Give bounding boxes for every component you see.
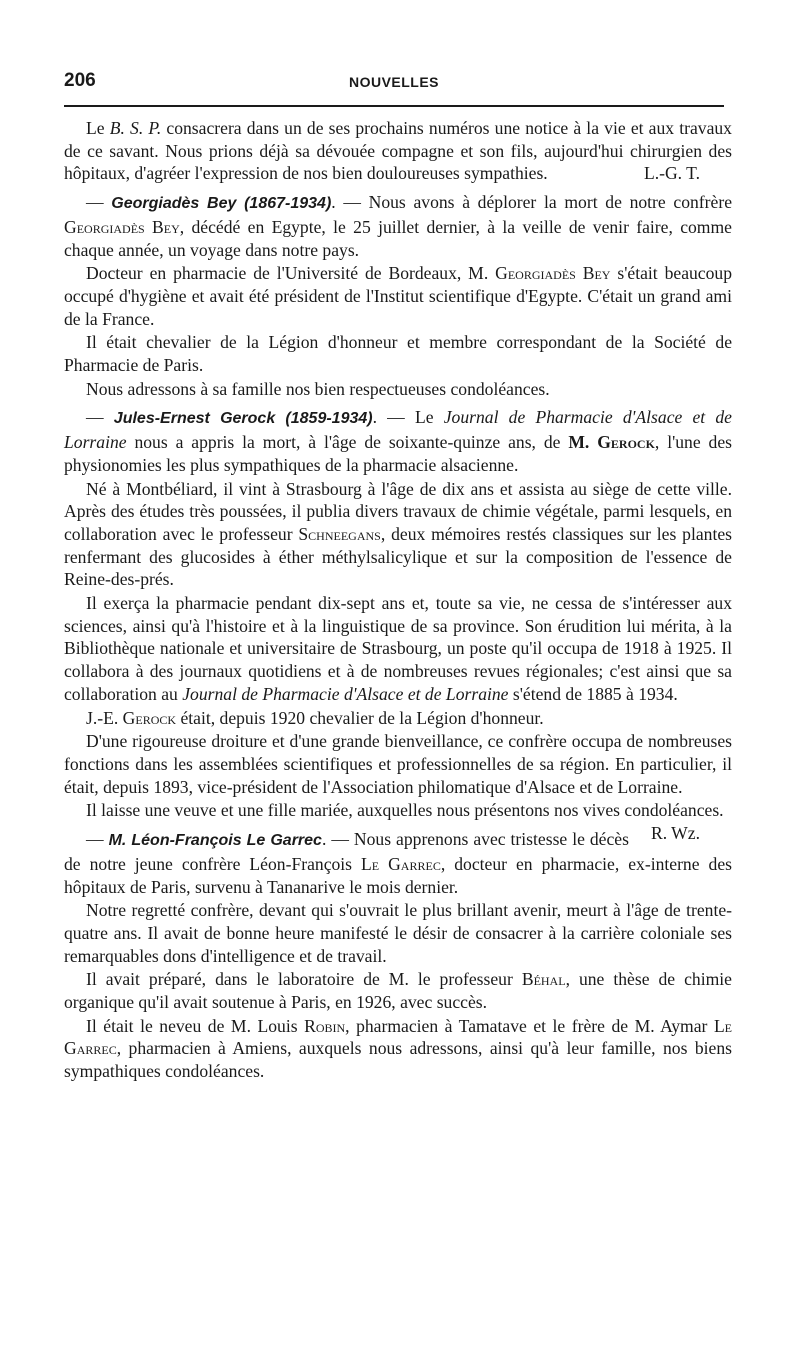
page-header	[64, 70, 724, 100]
obituary-georgiades: — Georgiadès Bey (1867-1934). — Nous avons à déplorer la mort de notre confrère Georgiadès Bey, décédé en Egypte, le 25 juillet dernier, à la veille de venir faire, comme chaque année, un voyage dans notre pays.	[64, 192, 732, 260]
paragraph: Il avait préparé, dans le laboratoire de M. le professeur Béhal, une thèse de chimie organique qu'il avait soutenue à Paris, en 1926, avec succès.	[64, 969, 732, 1013]
paragraph: Il laisse une veuve et une fille mariée, auxquelles nous présentons nos vives condoléances. R. Wz.	[86, 800, 724, 844]
obituary-dates: (1859-1934)	[285, 410, 373, 428]
paragraph: Né à Montbéliard, il vint à Strasbourg à l'âge de dix ans et assista au siège de cette ville. Après des études très poussées, il publia divers travaux de chimie végétale, parmi lesquels, en collaboration avec le professeur Schneegans, deux mémoires restés classiques sur les plantes renfermant des glucosides à éther méthylsalicylique et sur la composition de l'essence de Reine-des-prés.	[64, 478, 732, 590]
obituary-name: M. Léon-François Le Garrec	[108, 832, 322, 850]
paragraph: Il exerça la pharmacie pendant dix-sept ans et, toute sa vie, ne cessa de s'intéresser aux sciences, ainsi qu'à l'histoire et à la linguistique de sa province. Son érudition lui mérita, à la Bibliothèque nationale et universitaire de Strasbourg, un poste qu'il occupa de 1918 à 1925. Il collabora à des journaux quotidiens et à de nombreuses revues régionales; c'est ainsi que sa collaboration au Journal de Pharmacie d'Alsace et de Lorraine s'étend de 1885 à 1934.	[64, 593, 732, 704]
obituary-legarrec: — M. Léon-François Le Garrec. — Nous apprenons avec tristesse le décès de notre jeune confrère Léon-François Le Garrec, docteur en pharmacie, ex-interne des hôpitaux de Paris, survenu à Tananarive le mois dernier.	[64, 829, 732, 897]
article-body	[64, 117, 732, 1084]
running-title: NOUVELLES	[348, 74, 440, 90]
paragraph: J.-E. Gerock était, depuis 1920 chevalier de la Légion d'honneur.	[86, 707, 544, 728]
paragraph: Docteur en pharmacie de l'Université de Bordeaux, M. Georgiadès Bey s'était beaucoup occupé d'hygiène et avait été président de l'Institut scientifique d'Egypte. C'était un grand ami de la France.	[64, 263, 732, 329]
paragraph: Notre regretté confrère, devant qui s'ouvrait le plus brillant avenir, meurt à l'âge de trente-quatre ans. Il avait de bonne heure manifesté le désir de consacrer à la carrière coloniale ses remarquables dons d'intelligence et de travail.	[64, 900, 732, 966]
signature-lgt: L.-G. T.	[643, 163, 700, 184]
paragraph: Il était le neveu de M. Louis Robin, pharmacien à Tamatave et le frère de M. Aymar Le Garrec, pharmacien à Amiens, auxquels nous adressons, ainsi qu'à leur famille, nos biens sympathiques condoléances.	[64, 1015, 733, 1082]
obituary-dates: (1867-1934)	[244, 195, 332, 213]
paragraph: Nous adressons à sa famille nos bien respectueuses condoléances.	[86, 378, 550, 399]
header-rule	[64, 105, 724, 107]
obituary-gerock: — Jules-Ernest Gerock (1859-1934). — Le Journal de Pharmacie d'Alsace et de Lorraine nous a appris la mort, à l'âge de soixante-quinze ans, de M. Gerock, l'une des physionomies les plus sympathiques de la pharmacie alsacienne.	[64, 407, 733, 475]
page-number: 206	[64, 70, 96, 91]
obituary-name: Jules-Ernest Gerock	[113, 410, 276, 428]
paragraph: Il était chevalier de la Légion d'honneur et membre correspondant de la Société de Pharmacie de Paris.	[64, 332, 732, 376]
paragraph-intro: Le B. S. P. consacrera dans un de ses prochains numéros une notice à la vie et aux travaux de ce savant. Nous prions déjà sa dévouée compagne et son fils, aujourd'hui chirurgien des hôpitaux, d'agréer l'expression de nos bien douloureuses sympathies. L.-G. T.	[64, 118, 732, 184]
paragraph: D'une rigoureuse droiture et d'une grande bienveillance, ce confrère occupa de nombreuses fonctions dans les assemblées scientifiques et professionnelles de sa région. En particulier, il était, depuis 1893, vice-président de l'Association philomatique d'Alsace et de Lorraine.	[64, 731, 732, 797]
obituary-name: Georgiadès Bey	[111, 195, 237, 213]
signature-rwz: R. Wz.	[650, 823, 700, 844]
